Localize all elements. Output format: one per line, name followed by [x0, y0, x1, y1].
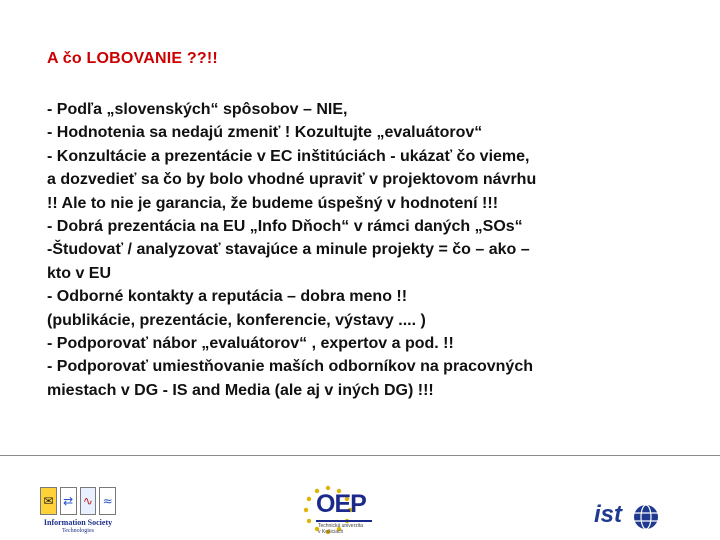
- slide-body: [47, 98, 687, 402]
- body-line: - Odborné kontakty a reputácia – dobra meno !!: [47, 288, 408, 306]
- body-line: miestach v DG - IS and Media (ale aj v iných DG) !!!: [47, 381, 434, 399]
- is-tile-icon: ⇄: [60, 487, 77, 515]
- body-line: - Hodnotenia sa nedajú zmeniť ! Kozultujte „evaluátorov“: [47, 124, 483, 142]
- body-line: - Podporovať umiestňovanie maších odborníkov na pracovných: [47, 358, 533, 376]
- oep-underline: [316, 520, 372, 522]
- ist-logo-name: ist: [594, 501, 623, 528]
- slide-title: A čo LOBOVANIE ??!!: [47, 50, 218, 67]
- is-tile-icon: ∿: [80, 487, 97, 515]
- body-line: (publikácie, prezentácie, konferencie, výstavy .... ): [47, 311, 426, 329]
- oep-logo: [300, 480, 380, 538]
- body-line: - Podporovať nábor „evaluátorov“ , expertov a pod. !!: [47, 335, 454, 353]
- body-line: kto v EU: [47, 264, 112, 282]
- oep-logo-name: OEP: [316, 490, 366, 518]
- is-logo-tiles: [40, 487, 116, 515]
- is-logo-text: [36, 518, 120, 536]
- globe-icon: [632, 503, 660, 531]
- ist-logo: [590, 497, 670, 537]
- body-line: !! Ale to nie je garancia, že budeme úspešný v hodnotení !!!: [47, 194, 499, 212]
- information-society-logo: [36, 487, 120, 535]
- oep-sub-line1: Technická univerzita: [318, 523, 364, 529]
- is-logo-line1: Information Society: [43, 518, 113, 527]
- body-line: -Študovať / analyzovať stavajúce a minule projekty = čo – ako –: [47, 241, 530, 259]
- body-line: - Konzultácie a prezentácie v EC inštitúciách - ukázať čo vieme,: [47, 147, 530, 165]
- oep-sub-line2: v Košiciach: [318, 529, 344, 535]
- body-line: a dozvedieť sa čo by bolo vhodné upraviť v projektovom návrhu: [47, 171, 537, 189]
- oep-logo-subtitle: [318, 523, 363, 535]
- body-line: - Podľa „slovenských“ spôsobov – NIE,: [47, 101, 348, 118]
- is-logo-line2: Technologies: [62, 528, 94, 534]
- is-tile-icon: ≈: [99, 487, 116, 515]
- is-tile-icon: ✉: [40, 487, 57, 515]
- footer-divider: [0, 455, 720, 456]
- body-line: - Dobrá prezentácia na EU „Info Dňoch“ v rámci daných „SOs“: [47, 218, 523, 236]
